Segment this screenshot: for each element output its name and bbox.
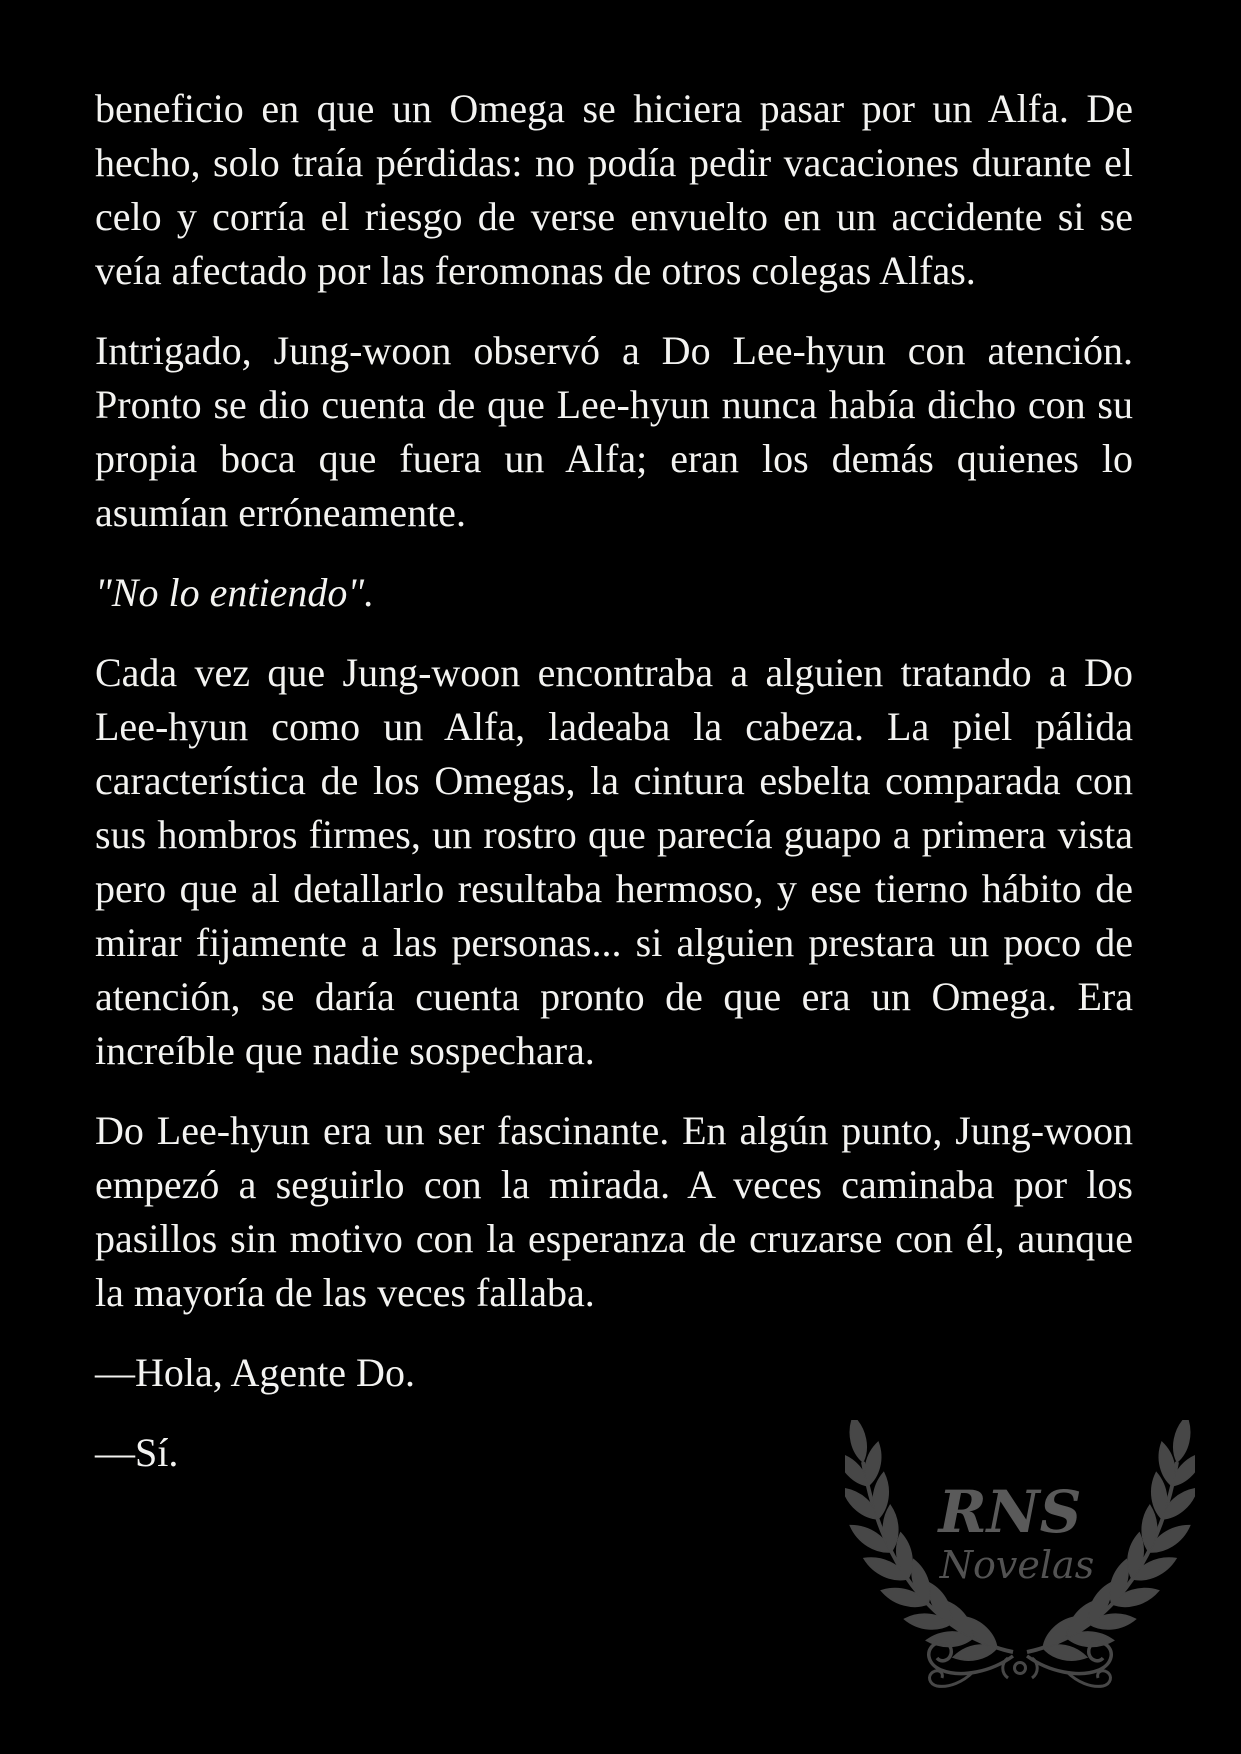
laurel-wreath-icon — [845, 1420, 1195, 1690]
body-paragraph: Cada vez que Jung-woon encontraba a alguien tratando a Do Lee-hyun como un Alfa, ladeaba la cabeza. La piel pálida característica de los Omegas, la cintura esbelta comparada con sus hombros firmes, un rostro que parecía guapo a primera vista pero que al detallarlo resultaba hermoso, y ese tierno hábito de mirar fijamente a las personas... si alguien prestara un poco de atención, se daría cuenta pronto de que era un Omega. Era increíble que nadie sospechara. — [95, 650, 1133, 1073]
publisher-watermark — [845, 1420, 1195, 1690]
body-paragraph: beneficio en que un Omega se hiciera pasar por un Alfa. De hecho, solo traía pérdidas: no podía pedir vacaciones durante el celo y corría el riesgo de verse envuelto en un accidente si se veía afectado por las feromonas de otros colegas Alfas. — [95, 86, 1133, 293]
watermark-title: RNS — [938, 1478, 1082, 1546]
page-text-column — [95, 82, 1133, 1506]
body-paragraph: Do Lee-hyun era un ser fascinante. En algún punto, Jung-woon empezó a seguirlo con la mirada. A veces caminaba por los pasillos sin motivo con la esperanza de cruzarse con él, aunque la mayoría de las veces fallaba. — [95, 1108, 1133, 1315]
quote-paragraph: "No lo entiendo". — [95, 570, 375, 615]
dialogue-line: —Hola, Agente Do. — [95, 1350, 415, 1395]
dialogue-line: —Sí. — [95, 1430, 179, 1475]
watermark-subtitle: Novelas — [939, 1543, 1095, 1587]
body-paragraph: Intrigado, Jung-woon observó a Do Lee-hyun con atención. Pronto se dio cuenta de que Lee-hyun nunca había dicho con su propia boca que fuera un Alfa; eran los demás quienes lo asumían erróneamente. — [95, 328, 1133, 535]
